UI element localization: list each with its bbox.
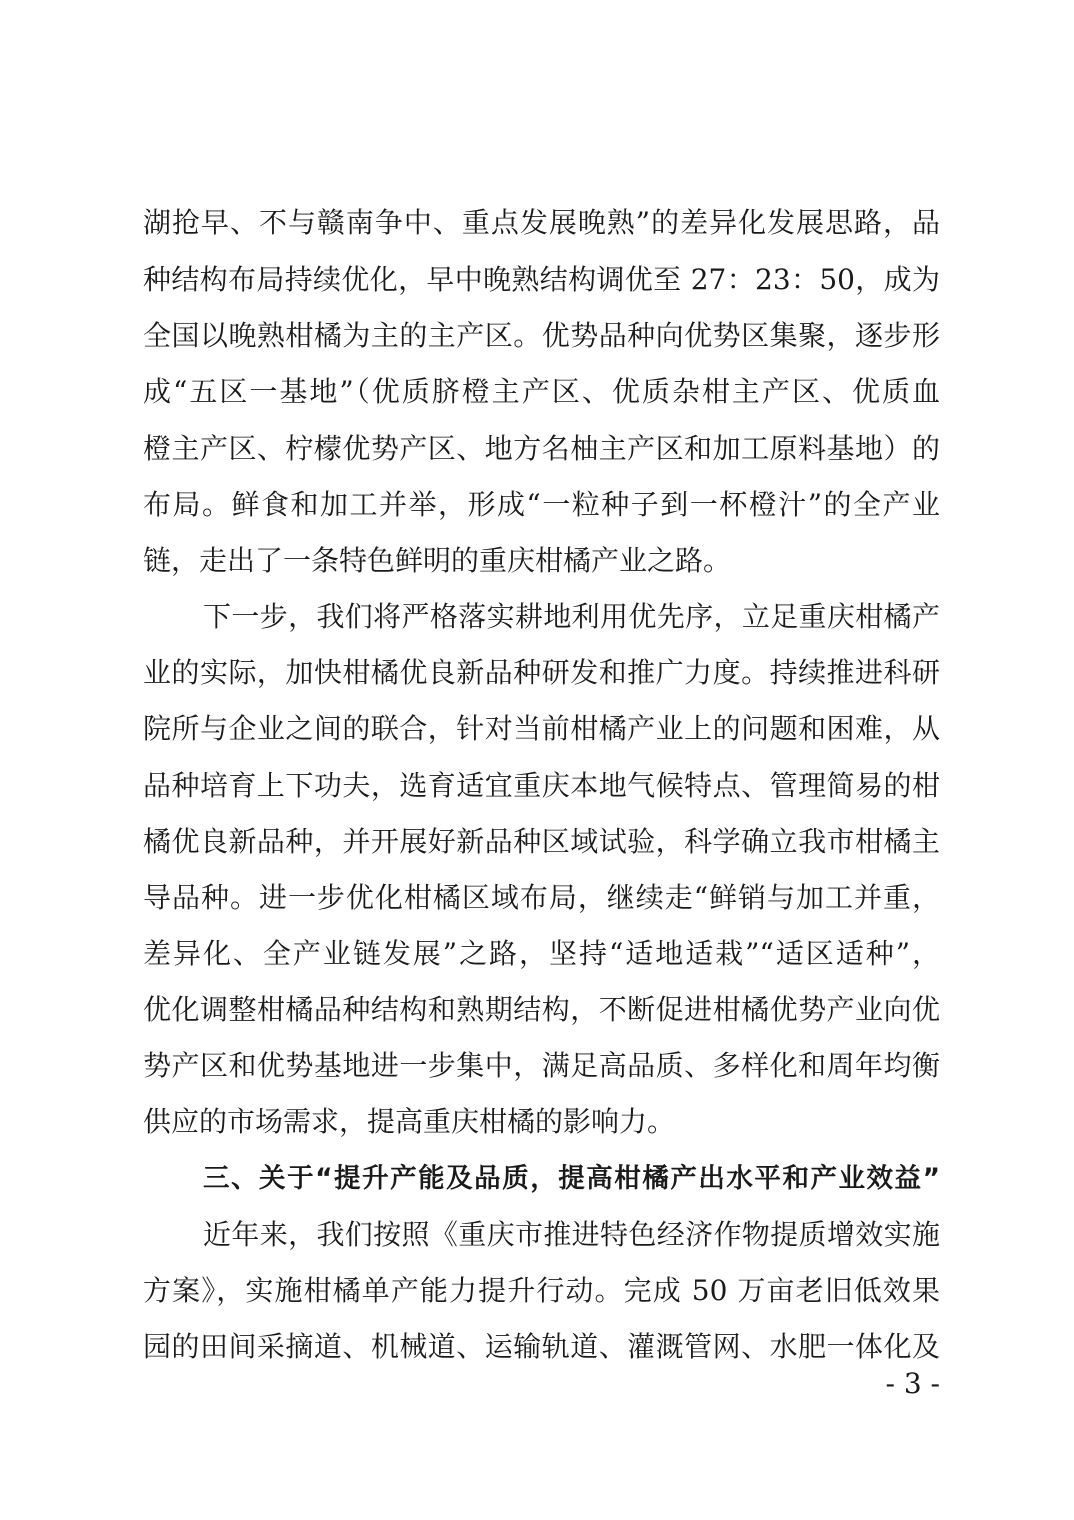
- text-line-9: 业的实际，加快柑橘优良新品种研发和推广力度。持续推进科研: [143, 656, 940, 689]
- text-line-19: 近年来，我们按照《重庆市推进特色经济作物提质增效实施: [203, 1218, 940, 1251]
- text-line-10: 院所与企业之间的联合，针对当前柑橘产业上的问题和困难，从: [143, 712, 940, 745]
- section-heading: 三、关于“提升产能及品质，提高柑橘产出水平和产业效益”: [203, 1163, 940, 1194]
- text-line-13: 导品种。进一步优化柑橘区域布局，继续走“鲜销与加工并重，: [143, 881, 940, 914]
- text-line-14: 差异化、全产业链发展”之路，坚持“适地适栽”“适区适种”，: [143, 937, 940, 970]
- page-number: - 3 -: [885, 1367, 940, 1400]
- text-line-11: 品种培育上下功夫，选育适宜重庆本地气候特点、管理简易的柑: [143, 769, 940, 802]
- text-line-6: 布局。鲜食和加工并举，形成“一粒种子到一杯橙汁”的全产业: [143, 488, 940, 521]
- text-line-15: 优化调整柑橘品种结构和熟期结构，不断促进柑橘优势产业向优: [143, 993, 940, 1026]
- text-line-4: 成“五区一基地”（优质脐橙主产区、优质杂柑主产区、优质血: [143, 375, 940, 408]
- text-line-8: 下一步，我们将严格落实耕地利用优先序，立足重庆柑橘产: [203, 600, 940, 633]
- text-line-12: 橘优良新品种，并开展好新品种区域试验，科学确立我市柑橘主: [143, 825, 940, 858]
- text-line-16: 势产区和优势基地进一步集中，满足高品质、多样化和周年均衡: [143, 1049, 940, 1082]
- text-line-3: 全国以晚熟柑橘为主的主产区。优势品种向优势区集聚，逐步形: [143, 319, 940, 352]
- text-line-20: 方案》，实施柑橘单产能力提升行动。完成 50 万亩老旧低效果: [143, 1274, 940, 1307]
- text-line-21: 园的田间采摘道、机械道、运输轨道、灌溉管网、水肥一体化及: [143, 1330, 940, 1363]
- text-line-7: 链，走出了一条特色鲜明的重庆柑橘产业之路。: [143, 544, 732, 577]
- text-line-2: 种结构布局持续优化，早中晚熟结构调优至 27：23：50，成为: [143, 263, 940, 296]
- text-line-5: 橙主产区、柠檬优势产区、地方名柚主产区和加工原料基地）的: [143, 432, 940, 465]
- text-line-1: 湖抢早、不与赣南争中、重点发展晚熟”的差异化发展思路，品: [143, 206, 940, 239]
- text-line-17: 供应的市场需求，提高重庆柑橘的影响力。: [143, 1105, 676, 1138]
